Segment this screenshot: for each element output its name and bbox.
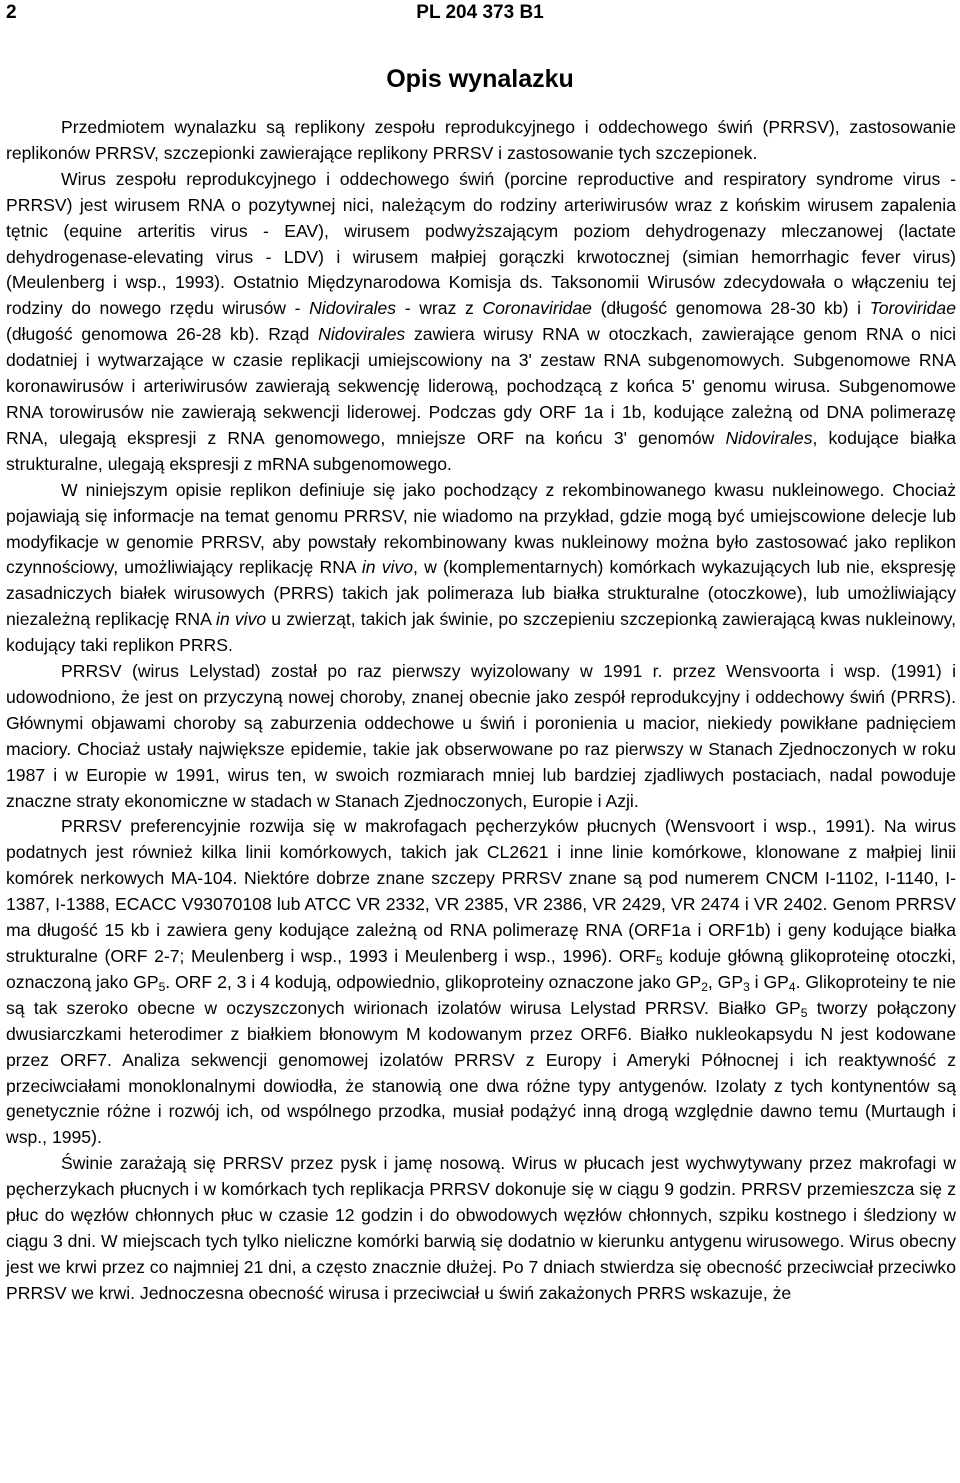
subscript: 2 <box>701 979 708 994</box>
text-run: , kodujące białka strukturalne, ulegają ekspresji z mRNA subgenomowego. <box>6 427 956 474</box>
text-run: Przedmiotem wynalazku są replikony zespołu reprodukcyjnego i oddechowego świń (PRRSV), zastosowanie replikonów PRRSV, szczepionki zawierające replikony PRRSV i zastosowanie tych szczepionek. <box>6 117 956 163</box>
subscript: 5 <box>158 979 166 994</box>
text-run: (długość genomowa 28-30 kb) i <box>591 298 870 319</box>
text-run: u zwierząt, takich jak świnie, po szczepieniu szczepionką zawierającą kwas nukleinowy, kodujący taki replikon PRRS. <box>6 609 957 656</box>
text-run: koduje główną glikoproteinę otoczki, oznaczoną jako GP <box>6 946 956 992</box>
text-run: W niniejszym opisie replikon definiuje się jako pochodzący z rekombinowanego kwasu nukleinowego. Chociaż pojawiają się informacje na temat genomu PRRSV, nie wiadomo na przykład, gdzie mogą być umiejscowione delecje lub modyfikacje w genomie PRRSV, aby powstały rekombinowany kwas nukleinowy można było zastosować jako replikon czynnościowy, umożliwiający replikację RNA <box>6 479 956 578</box>
text-run: (długość genomowa 26-28 kb). Rząd <box>6 324 319 345</box>
subscript: 4 <box>788 979 796 994</box>
text-run: Wirus zespołu reprodukcyjnego i oddechowego świń (porcine reproductive and respiratory syndrome virus - PRRSV) jest wirusem RNA o pozytywnej nici, należącym do rodziny arteriwirusów wraz z końskim wirusem zapalenia tętnic (equine arteritis virus - EAV), wirusem podwyższającym poziom dehydrogenazy mleczanowej (lactate dehydrogenase-elevating virus - LDV) i wirusem małpiej gorączki krwotocznej (simian hemorrhagic fever virus) (Meulenberg i wsp., 1993). Ostatnio Międzynarodowa Komisja ds. Taksonomii Wirusów zdecydowała o włączeniu tej rodziny do nowego rzędu wirusów - <box>6 168 956 319</box>
subscript: 3 <box>743 979 750 994</box>
text-run: PRRSV preferencyjnie rozwija się w makrofagach pęcherzyków płucnych (Wensvoort i wsp., 1991). Na wirus podatnych jest również kilka linii komórkowych, takich jak CL2621 i inne linie komórkowe, klonowane z małpiej linii komórek nerkowych MA-104. Niektóre dobrze znane szczepy PRRSV znane są pod numerem CNCM I-1102, I-1140, I-1387, I-1388, ECACC V93070108 lub ATCC VR 2332, VR 2385, VR 2386, VR 2429, VR 2474 i VR 2402. Genom PRRSV ma długość 15 kb i zawiera geny kodujące zależną od RNA polimerazę RNA (ORF1a i ORF1b) i geny kodujące białka strukturalne (ORF 2-7; Meulenberg i wsp., 1993 i Meulenberg i wsp., 1996). ORF <box>6 816 956 966</box>
document-title: Opis wynalazku <box>386 65 574 93</box>
body-paragraph <box>6 478 956 659</box>
text-run: - wraz z <box>396 298 483 319</box>
text-run: zawiera wirusy RNA w otoczkach, zawierające genom RNA o nici dodatniej i wytwarzające w czasie replikacji umiejscowiony na 3' zestaw RNA subgenomowych. Subgenomowe RNA koronawirusów i arteriwirusów zawierają sekwencję liderową, pochodzącą z końca 5' genomu wirusa. Subgenomowe RNA torowirusów nie zawierają sekwencji liderowej. Podczas gdy ORF 1a i 1b, kodujące zależną od DNA polimerazę RNA, ulegają ekspresji z RNA genomowego, mniejsze ORF na końcu 3' genomów <box>6 324 956 448</box>
body-paragraph <box>6 167 956 478</box>
text-run: Świnie zarażają się PRRSV przez pysk i jamę nosową. Wirus w płucach jest wychwytywany przez makrofagi w pęcherzykach płucnych i w komórkach tych replikacja PRRSV dokonuje się w ciągu 9 godzin. PRRSV przemieszcza się z płuc do węzłów chłonnych płuc w czasie 12 godzin i do obwodowych węzłów chłonnych, szpiku kostnego i śledziony w ciągu 3 dni. W miejscach tych tylko nieliczne komórki barwią się dodatnio w kierunku antygenu wirusowego. Wirus obecny jest we krwi przez co najmniej 21 dni, a często znacznie dłużej. Po 7 dniach stwierdza się obecność przeciwciał przeciwko PRRSV we krwi. Jednoczesna obecność wirusa i przeciwciał u świń zakażonych PRRS wskazuje, że <box>6 1153 956 1303</box>
body-paragraph <box>6 115 956 167</box>
italic-term: Coronaviridae <box>482 298 592 319</box>
text-run: , GP <box>707 971 744 992</box>
page-number: 2 <box>6 2 17 23</box>
text-run: . ORF 2, 3 i 4 kodują, odpowiednio, glikoproteiny oznaczone jako GP <box>165 971 702 992</box>
text-run: , w (komplementarnych) komórkach wykazujących lub nie, ekspresję zasadniczych białek wirusowych (PRRS) takich jak polimeraza lub białka strukturalne (otoczkowe), lub umożliwiający niezależną replikację RNA <box>6 557 956 630</box>
document-body <box>6 115 956 1307</box>
italic-term: in vivo <box>361 557 414 578</box>
text-run: . Glikoproteiny te nie są tak szeroko obecne w oczyszczonych wirionach izolatów wirusa Lelystad PRRSV. Białko GP <box>6 971 956 1018</box>
italic-term: Nidovirales <box>318 324 406 345</box>
text-run: i GP <box>749 971 789 992</box>
body-paragraph <box>6 1151 956 1306</box>
body-paragraph <box>6 659 956 814</box>
subscript: 5 <box>656 954 663 968</box>
italic-term: in vivo <box>216 609 267 630</box>
italic-term: Toroviridae <box>869 298 956 319</box>
text-run: PRRSV (wirus Lelystad) został po raz pierwszy wyizolowany w 1991 r. przez Wensvoorta i wsp. (1991) i udowodniono, że jest on przyczyną nowej choroby, znanej obecnie jako zespół reprodukcyjny i oddechowy świń (PRRS). Głównymi objawami choroby są zaburzenia oddechowe u świń i poronienia u macior, niekiedy powikłane padnięciem maciory. Chociaż ustały największe epidemie, takie jak obserwowane po raz pierwszy w Stanach Zjednoczonych w roku 1987 i w Europie w 1991, wirus ten, w swoich rozmiarach mniej lub bardziej zjadliwych postaciach, nadal powoduje znaczne straty ekonomiczne w stadach w Stanach Zjednoczonych, Europie i Azji. <box>6 661 956 811</box>
italic-term: Nidovirales <box>725 427 813 448</box>
patent-number: PL 204 373 B1 <box>416 2 544 23</box>
italic-term: Nidovirales <box>309 298 397 319</box>
body-paragraph <box>6 814 956 1151</box>
subscript: 5 <box>800 1005 808 1020</box>
text-run: tworzy połączony dwusiarczkami heterodimer z białkiem błonowym M kodowanym przez ORF6. Białko nukleokapsydu N jest kodowane przez ORF7. Analiza sekwencji genomowej izolatów PRRSV z Europy i Ameryki Północnej i ich reaktywność z przeciwciałami monoklonalnymi dowiodła, że stanowią one dwa różne typy antygenów. Izolaty z tych kontynentów są genetycznie różne i rozwój ich, od wspólnego przodka, musiał podążyć inną drogą względnie dawno temu (Murtaugh i wsp., 1995). <box>6 997 956 1148</box>
